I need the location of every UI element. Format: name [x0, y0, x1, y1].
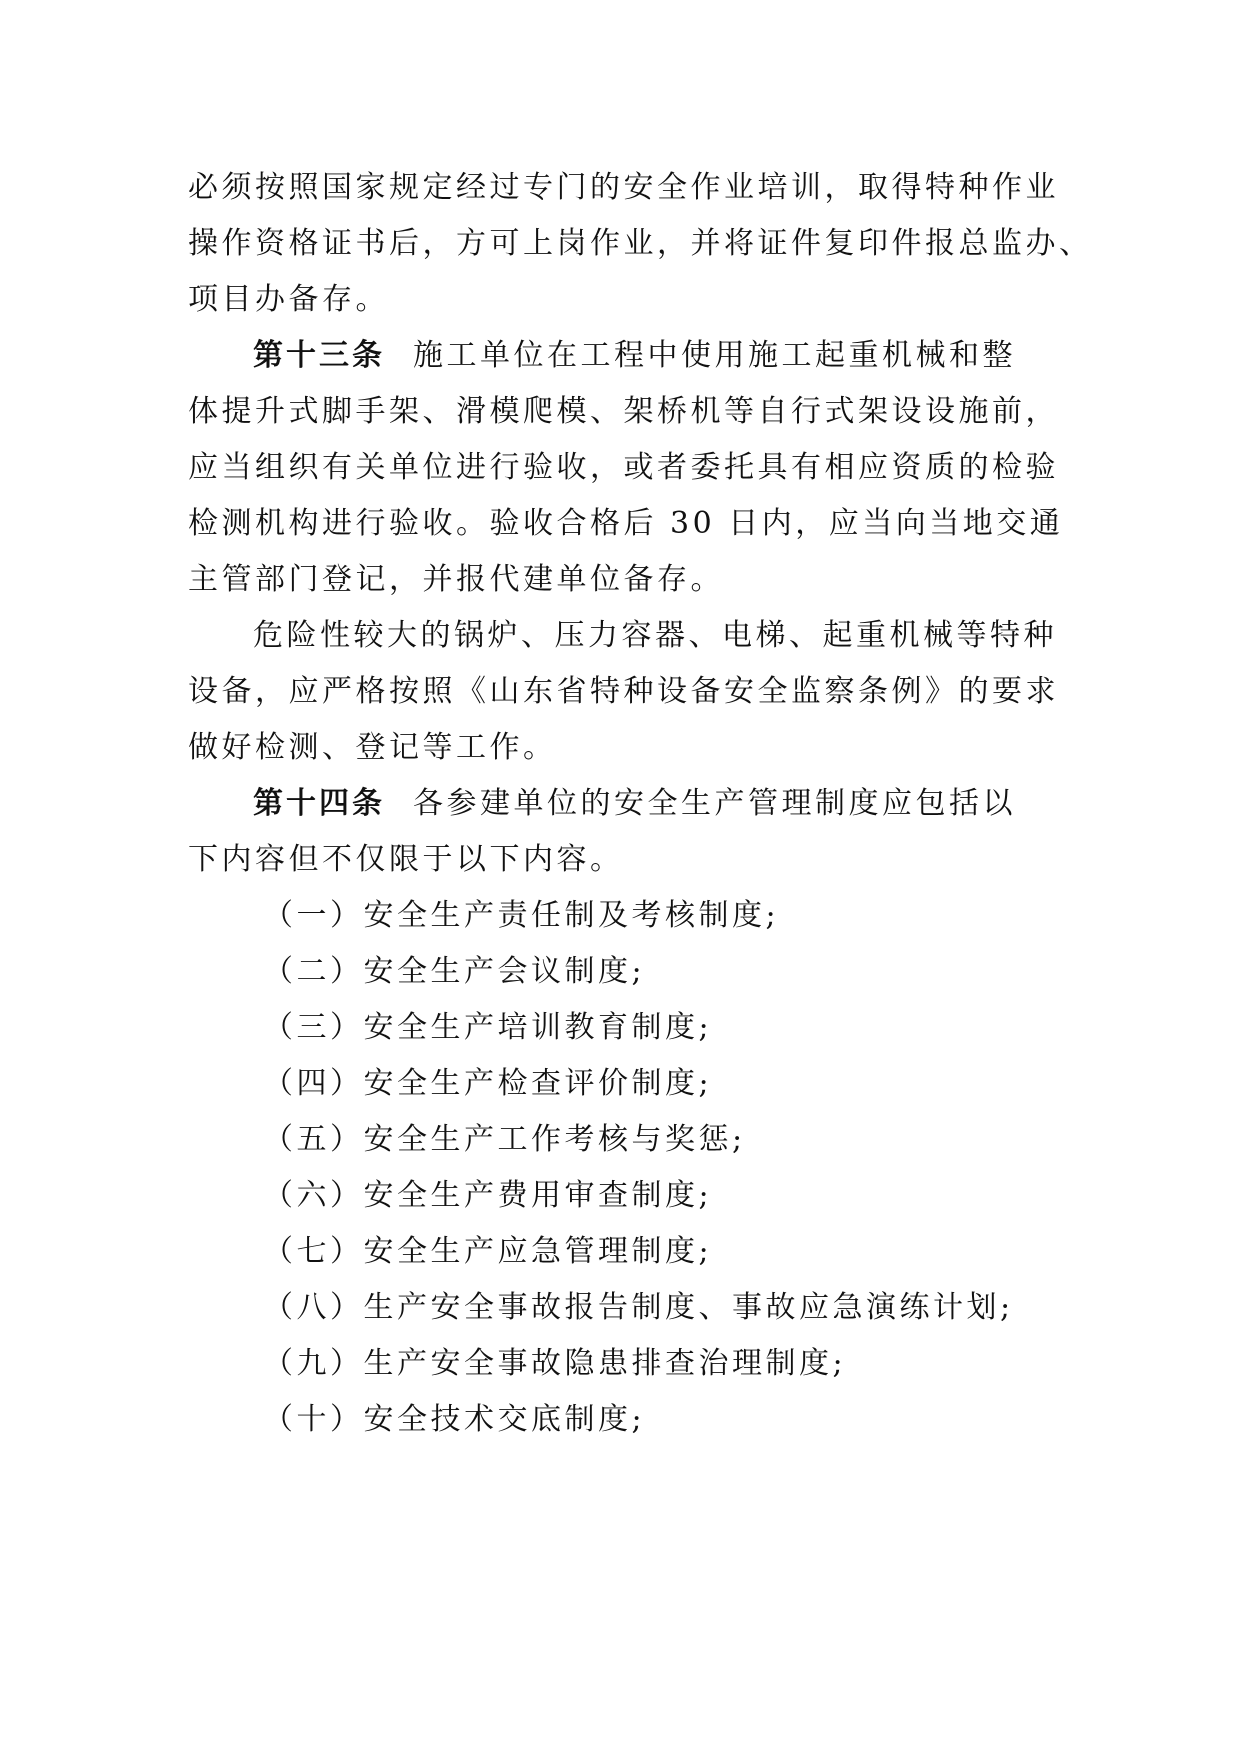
list-item: （八）生产安全事故报告制度、事故应急演练计划;	[263, 1290, 1014, 1325]
paragraph-line: 体提升式脚手架、滑模爬模、架桥机等自行式架设设施前，	[188, 394, 1059, 429]
article-number: 第十三条	[253, 338, 385, 373]
list-item: （一）安全生产责任制及考核制度;	[263, 898, 780, 933]
paragraph-line: 必须按照国家规定经过专门的安全作业培训，取得特种作业	[188, 170, 1059, 205]
paragraph-line: 主管部门登记，并报代建单位备存。	[188, 562, 724, 597]
list-item: （九）生产安全事故隐患排查治理制度;	[263, 1346, 847, 1381]
article-number: 第十四条	[253, 786, 385, 821]
paragraph-line: 操作资格证书后，方可上岗作业，并将证件复印件报总监办、	[188, 226, 1093, 261]
list-item: （四）安全生产检查评价制度;	[263, 1066, 713, 1101]
list-item: （十）安全技术交底制度;	[263, 1402, 646, 1437]
paragraph-line: 项目办备存。	[188, 282, 389, 317]
article-13-first-line	[253, 336, 1016, 376]
list-item: （五）安全生产工作考核与奖惩;	[263, 1122, 746, 1157]
article-text: 各参建单位的安全生产管理制度应包括以	[413, 786, 1016, 821]
paragraph-line: 应当组织有关单位进行验收，或者委托具有相应资质的检验	[188, 450, 1059, 485]
paragraph-line: 危险性较大的锅炉、压力容器、电梯、起重机械等特种	[253, 618, 1057, 653]
list-item: （三）安全生产培训教育制度;	[263, 1010, 713, 1045]
list-item: （二）安全生产会议制度;	[263, 954, 646, 989]
paragraph-line: 做好检测、登记等工作。	[188, 730, 557, 765]
article-text: 施工单位在工程中使用施工起重机械和整	[413, 338, 1016, 373]
paragraph-line: 设备，应严格按照《山东省特种设备安全监察条例》的要求	[188, 674, 1059, 709]
list-item: （七）安全生产应急管理制度;	[263, 1234, 713, 1269]
paragraph-line: 下内容但不仅限于以下内容。	[188, 842, 624, 877]
list-item: （六）安全生产费用审查制度;	[263, 1178, 713, 1213]
article-14-first-line	[253, 784, 1016, 824]
paragraph-line: 检测机构进行验收。验收合格后 30 日内，应当向当地交通	[188, 506, 1064, 541]
